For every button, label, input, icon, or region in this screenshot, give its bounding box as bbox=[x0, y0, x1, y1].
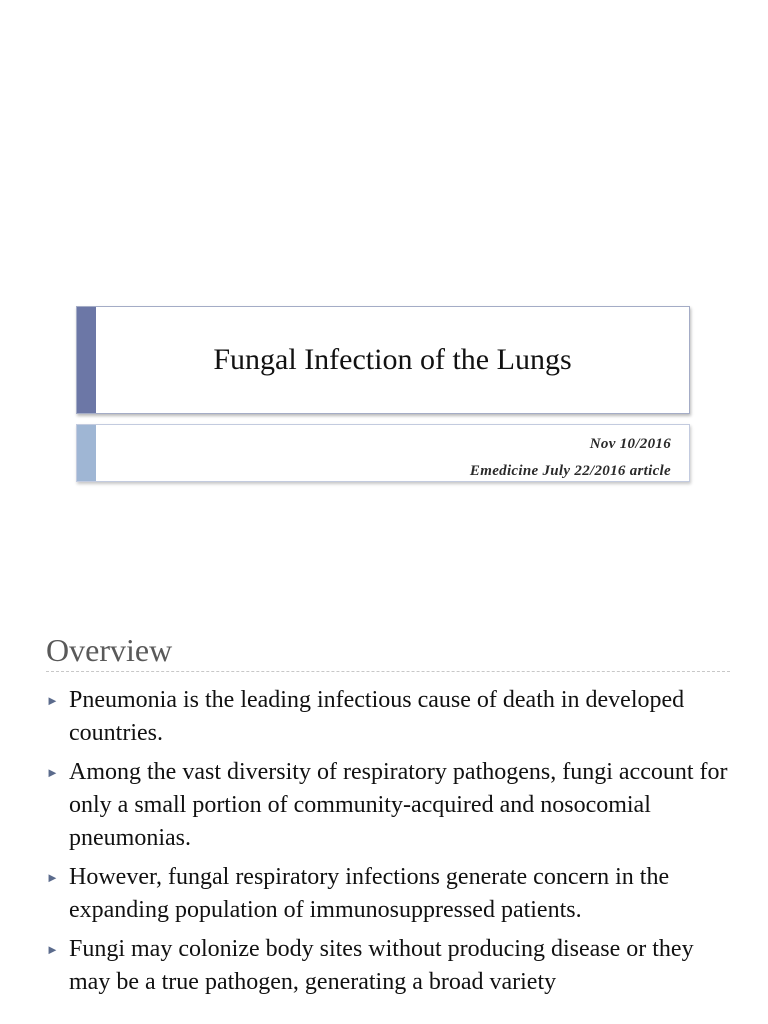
subtitle-date: Nov 10/2016 bbox=[589, 436, 671, 452]
triangle-right-icon: ► bbox=[46, 693, 59, 708]
subtitle-source: Emedicine July 22/2016 article bbox=[469, 463, 671, 479]
triangle-right-icon: ► bbox=[46, 870, 59, 885]
overview-slide bbox=[0, 600, 768, 1024]
bullet-text: However, fungal respiratory infections generate concern in the expanding population of immunosuppressed patients. bbox=[69, 864, 670, 923]
bullet-text: Fungi may colonize body sites without producing disease or they may be a true pathogen, generating a broad variety bbox=[69, 936, 694, 995]
subtitle-accent-bar bbox=[77, 425, 96, 481]
bullet-list bbox=[46, 684, 736, 1005]
triangle-right-icon: ► bbox=[46, 942, 59, 957]
list-item bbox=[46, 861, 736, 927]
bullet-text: Among the vast diversity of respiratory pathogens, fungi account for only a small portion of community-acquired and nosocomial pneumonias. bbox=[69, 759, 728, 851]
list-item bbox=[46, 933, 736, 999]
overview-heading: Overview bbox=[46, 632, 173, 668]
heading-divider bbox=[46, 671, 730, 672]
list-item bbox=[46, 684, 736, 750]
slide-title: Fungal Infection of the Lungs bbox=[213, 343, 572, 376]
triangle-right-icon: ► bbox=[46, 765, 59, 780]
title-box bbox=[76, 306, 690, 414]
title-accent-bar bbox=[77, 307, 96, 413]
bullet-text: Pneumonia is the leading infectious cause of death in developed countries. bbox=[69, 687, 685, 746]
subtitle-box bbox=[76, 424, 690, 482]
subtitle bbox=[470, 431, 671, 485]
list-item bbox=[46, 756, 736, 855]
